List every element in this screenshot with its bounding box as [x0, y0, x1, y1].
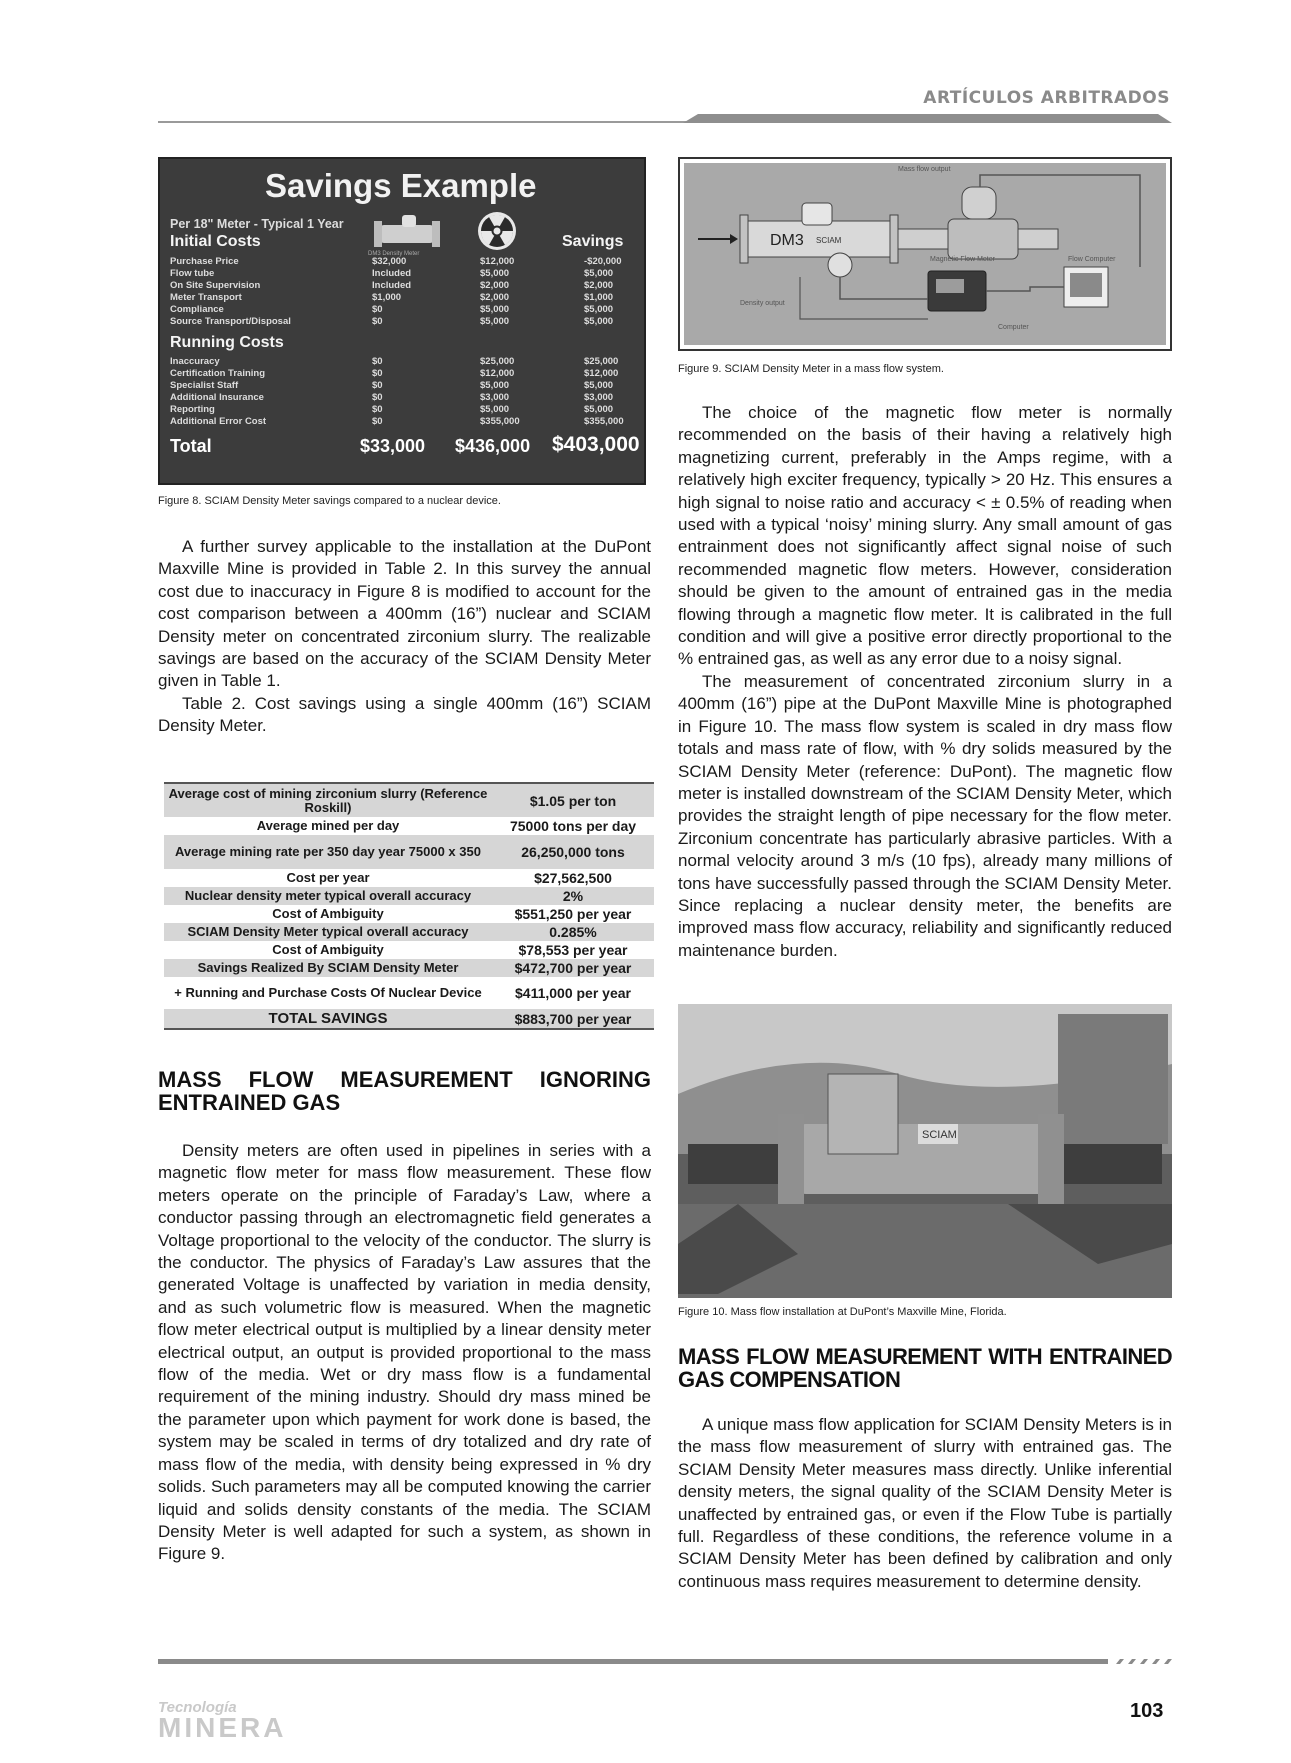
table-row: + Running and Purchase Costs Of Nuclear Device $411,000 per year [164, 977, 654, 1009]
logo-bottom: MINERA [158, 1712, 287, 1743]
dm3-label: DM3 [770, 232, 804, 249]
running-row: Additional Error Cost $0 $355,000 $355,000 [170, 416, 624, 427]
savings-heading: Savings [562, 233, 624, 250]
radiation-icon [477, 211, 517, 251]
paragraph: The measurement of concentrated zirconium slurry in a 400mm (16”) pipe at the DuPont Maxville Mine is photographed in Figure 10. The mass flow system is scaled in dry mass flow totals and mass rate of flow, with % dry solids measured by the SCIAM Density Meter (reference: DuPont). The magnetic flow meter is installed downstream of the SCIAM Density Meter, which provides the straight length of pipe necessary for the flow meter. Zirconium concentrate has particularly abrasive particles. With a normal velocity around 3 m/s (10 fps), already many millions of tons have successfully passed through the SCIAM Density Meter. Since replacing a nuclear density meter, the benefits are improved mass flow accuracy, reliability and significantly reduced maintenance burden. [678, 671, 1172, 960]
running-costs-heading: Running Costs [170, 334, 284, 351]
total-nuclear: $436,000 [455, 436, 531, 456]
figure9-caption: Figure 9. SCIAM Density Meter in a mass flow system. [678, 363, 944, 375]
footer-rule [158, 1658, 1172, 1666]
mass-flow-output-label: Mass flow output [898, 166, 951, 173]
paragraph: A further survey applicable to the installation at the DuPont Maxville Mine is provided in Table 2. In this survey the annual cost due to inaccuracy in Figure 8 is modified to account for the cost comparison between a 400mm (16”) nuclear and SCIAM Density meter on concentrated zirconium slurry. The realizable savings are based on the accuracy of the SCIAM Density Meter given in Table 1. [158, 537, 651, 691]
sciam-label: SCIAM [922, 1129, 957, 1141]
flow-computer-label: Flow Computer [1068, 256, 1116, 263]
left-column-intro [158, 536, 651, 738]
paragraph: A unique mass flow application for SCIAM Density Meters is in the mass flow measurement of slurry with entrained gas. The SCIAM Density Meter measures mass directly. Unlike inferential density meters, the signal quality of the SCIAM Density Meter is unaffected by entrained gas, or even if the Flow Tube is partially full. Regardless of these conditions, the reference volume in a SCIAM Density Meter has been defined by calibration and only continuous mass requires measurement to determine density. [678, 1415, 1172, 1591]
paragraph: The choice of the magnetic flow meter is normally recommended on the basis of their having a relatively high magnetizing current, preferably in the Amps regime, with a relatively high exciter frequency, typically > 20 Hz. This ensures a high signal to noise ratio and accuracy < ± 0.5% of reading when used with a typical ‘noisy’ mining slurry. Any small amount of gas entrainment does not significantly affect signal noise of such recommended magnetic flow meters. However, consideration should be given to the amount of entrained gas in the media flowing through a magnetic flow meter. It is calibrated in the full condition and will give a positive error directly proportional to the % entrained gas, as well as any error due to a noisy signal. [678, 403, 1172, 669]
computer-label: Computer [998, 324, 1029, 331]
table-row: Average mined per day 75000 tons per day [164, 817, 654, 835]
running-row: Additional Insurance $0 $3,000 $3,000 [170, 392, 614, 403]
table-row: Nuclear density meter typical overall accuracy 2% [164, 887, 654, 905]
table-row: SCIAM Density Meter typical overall accuracy 0.285% [164, 923, 654, 941]
initial-costs-heading: Initial Costs [170, 233, 261, 250]
initial-row: Purchase Price $32,000 $12,000 -$20,000 [170, 256, 622, 267]
logo-top: Tecnología [158, 1699, 237, 1716]
initial-row: Source Transport/Disposal $0 $5,000 $5,000 [170, 316, 614, 327]
mass-flow-system-diagram [680, 159, 1170, 349]
right-column-body [678, 402, 1172, 962]
magazine-logo [158, 1700, 286, 1741]
running-row: Inaccuracy $0 $25,000 $25,000 [170, 356, 619, 367]
table-row: Average cost of mining zirconium slurry (Reference Roskill) $1.05 per ton [164, 783, 654, 817]
table-row: Average mining rate per 350 day year 75000 x 350 26,250,000 tons [164, 835, 654, 869]
running-row: Certification Training $0 $12,000 $12,000 [170, 368, 619, 379]
slide-title: Savings Example [265, 167, 537, 204]
initial-row: On Site Supervision Included $2,000 $2,000 [170, 280, 614, 291]
table-row: Cost of Ambiguity $78,553 per year [164, 941, 654, 959]
initial-row: Flow tube Included $5,000 $5,000 [170, 268, 614, 279]
meter-label: DM3 Density Meter [368, 251, 420, 257]
density-meter-illustration [372, 211, 442, 255]
running-row: Specialist Staff $0 $5,000 $5,000 [170, 380, 614, 391]
initial-row: Meter Transport $1,000 $2,000 $1,000 [170, 292, 614, 303]
table2-cost-savings [164, 782, 654, 1030]
section-tag: ARTÍCULOS ARBITRADOS [923, 88, 1170, 108]
table-row-total: TOTAL SAVINGS $883,700 per year [164, 1009, 654, 1029]
page-number: 103 [1130, 1700, 1164, 1722]
total-label: Total [170, 436, 212, 456]
figure9-diagram [678, 157, 1172, 351]
slide-subtitle: Per 18" Meter - Typical 1 Year [170, 217, 344, 231]
table-row: Cost of Ambiguity $551,250 per year [164, 905, 654, 923]
figure8-caption: Figure 8. SCIAM Density Meter savings compared to a nuclear device. [158, 495, 501, 507]
header-rule [158, 114, 1172, 124]
initial-row: Compliance $0 $5,000 $5,000 [170, 304, 614, 315]
figure10-photo [678, 1004, 1172, 1298]
magnetic-flow-meter-label: Magnetic Flow Meter [930, 256, 995, 263]
paragraph: Density meters are often used in pipelines in series with a magnetic flow meter for mass flow measurement. These flow meters operate on the principle of Faraday’s Law, where a conductor passing through an electromagnetic field generates a Voltage proportional to the velocity of the conductor. The slurry is the conductor. The physics of Faraday’s Law assures that the generated Voltage is unaffected by variation in media density, and as such volumetric flow is measured. When the magnetic flow meter electrical output is multiplied by a linear density meter electrical output, an output is provided proportional to the mass flow of the media. Wet or dry mass flow is a fundamental requirement of the mining industry. Should dry mass mined be the parameter upon which payment for work done is based, the system may be scaled in terms of dry totalized and dry rate of mass flow of the media, with density being expressed in % dry solids. Such parameters may all be computed knowing the carrier liquid and solids density constants of the media. The SCIAM Density Meter is well adapted for such a system, as shown in Figure 9. [158, 1141, 651, 1564]
total-sciam: $33,000 [360, 436, 426, 456]
table2-title: Table 2. Cost savings using a single 400mm (16”) SCIAM Density Meter. [158, 693, 651, 736]
mine-installation-photo [678, 1004, 1172, 1298]
section-heading: MASS FLOW MEASUREMENT IGNORING ENTRAINED GAS [158, 1067, 651, 1115]
table-row: Cost per year $27,562,500 [164, 869, 654, 887]
total-savings: $403,000 [552, 433, 640, 456]
figure10-caption: Figure 10. Mass flow installation at DuPont’s Maxville Mine, Florida. [678, 1306, 1007, 1318]
section1-body [158, 1140, 651, 1566]
figure8-savings-slide [158, 157, 646, 485]
running-row: Reporting $0 $5,000 $5,000 [170, 404, 614, 415]
density-output-label: Density output [740, 300, 785, 307]
sciam-label: SCIAM [816, 236, 842, 245]
section2-body [678, 1414, 1172, 1593]
table-row: Savings Realized By SCIAM Density Meter $472,700 per year [164, 959, 654, 977]
section-heading: MASS FLOW MEASUREMENT WITH ENTRAINED GAS COMPENSATION [678, 1344, 1172, 1392]
